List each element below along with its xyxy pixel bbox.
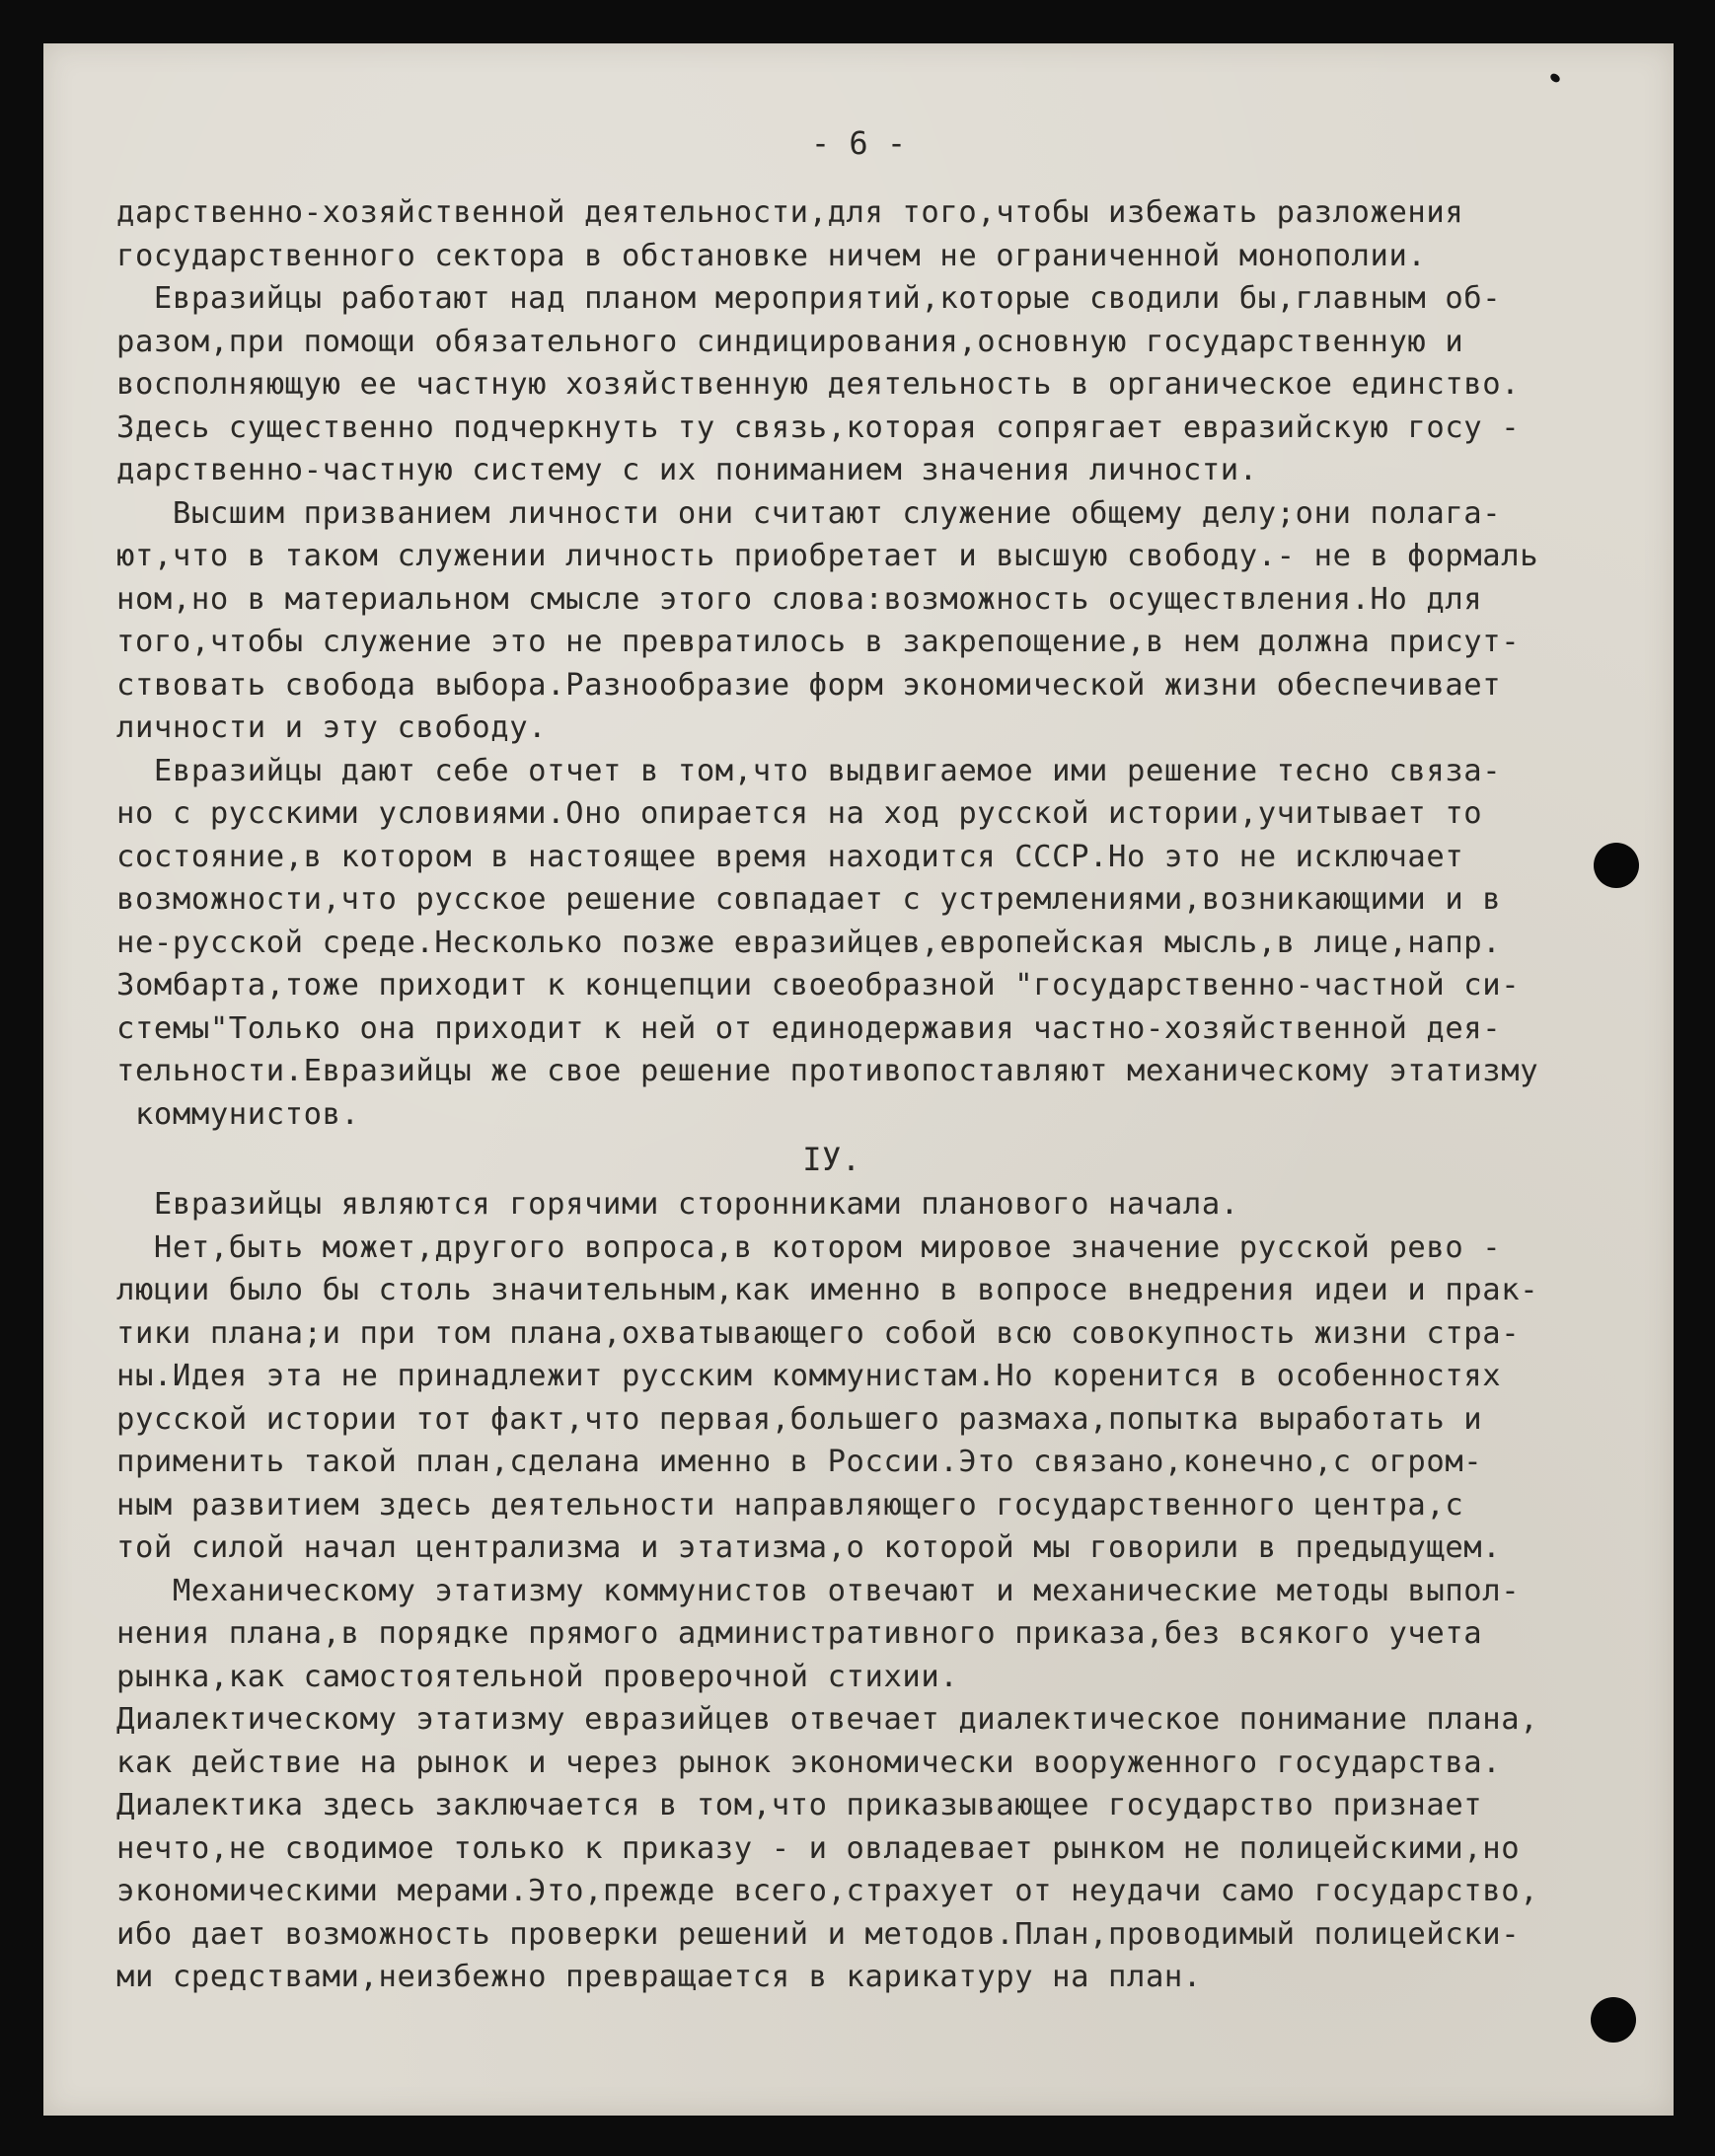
- text-line: русской истории тот факт,что первая,большего размаха,попытка выработать и: [116, 1401, 1483, 1437]
- text-line: но с русскими условиями.Оно опирается на ход русской истории,учитывает то: [116, 796, 1483, 831]
- text-line: Нет,быть может,другого вопроса,в котором мировое значение русской рево -: [116, 1229, 1502, 1265]
- text-line: восполняющую ее частную хозяйственную деятельность в органическое единство.: [116, 367, 1521, 402]
- text-line: Зомбарта,тоже приходит к концепции своеобразной "государственно-частной си-: [116, 968, 1521, 1003]
- text-line: ствовать свобода выбора.Разнообразие форм экономической жизни обеспечивает: [116, 667, 1502, 703]
- text-line: рынка,как самостоятельной проверочной стихии.: [116, 1659, 959, 1694]
- text-line: личности и эту свободу.: [116, 710, 548, 745]
- punch-hole: [1591, 1997, 1636, 2043]
- text-line: того,чтобы служение это не превратилось в закрепощение,в нем должна присут-: [116, 625, 1521, 659]
- text-line: стемы"Только она приходит к ней от единодержавия частно-хозяйственной дея-: [116, 1010, 1502, 1046]
- text-line: той силой начал централизма и этатизма,о которой мы говорили в предыдущем.: [116, 1530, 1502, 1565]
- text-line: состояние,в котором в настоящее время находится СССР.Но это не исключает: [116, 839, 1464, 874]
- text-line: ным развитием здесь деятельности направляющего государственного центра,с: [116, 1487, 1464, 1523]
- page-number: - 6 -: [810, 124, 907, 162]
- typewritten-page: [43, 43, 1674, 2116]
- text-line: ны.Идея эта не принадлежит русским коммунистам.Но коренится в особенностях: [116, 1359, 1502, 1393]
- text-line: возможности,что русское решение совпадает с устремлениями,возникающими и в: [116, 882, 1502, 917]
- text-line: дарственно-хозяйственной деятельности,для того,чтобы избежать разложения: [116, 195, 1464, 230]
- text-line: ют,что в таком служении личность приобретает и высшую свободу.- не в формаль: [116, 539, 1539, 573]
- text-line: Евразийцы являются горячими сторонниками планового начала.: [116, 1187, 1239, 1222]
- text-line: экономическими мерами.Это,прежде всего,страхует от неудачи само государство,: [116, 1874, 1539, 1908]
- text-line: ибо дает возможность проверки решений и методов.План,проводимый полицейски-: [116, 1916, 1521, 1952]
- text-line: нечто,не сводимое только к приказу - и овладевает рынком не полицейскими,но: [116, 1830, 1521, 1866]
- text-line: тельности.Евразийцы же свое решение противопоставляют механическому этатизму: [116, 1054, 1539, 1088]
- text-line: Здесь существенно подчеркнуть ту связь,которая сопрягает евразийскую госу -: [116, 409, 1521, 445]
- text-line: Евразийцы работают над планом мероприятий,которые сводили бы,главным об-: [116, 281, 1502, 316]
- text-line: как действие на рынок и через рынок экономически вооруженного государства.: [116, 1745, 1502, 1780]
- text-line: Диалектика здесь заключается в том,что приказывающее государство признает: [116, 1788, 1483, 1822]
- ink-speck: [1549, 72, 1561, 85]
- text-line: ном,но в материальном смысле этого слова:возможность осуществления.Но для: [116, 581, 1483, 617]
- punch-hole: [1594, 843, 1639, 888]
- text-line: Евразийцы дают себе отчет в том,что выдвигаемое ими решение тесно связа-: [116, 753, 1502, 788]
- text-line: дарственно-частную систему с их пониманием значения личности.: [116, 453, 1258, 487]
- text-line: Механическому этатизму коммунистов отвечают и механические методы выпол-: [116, 1573, 1521, 1608]
- text-line: ми средствами,неизбежно превращается в карикатуру на план.: [116, 1960, 1202, 1994]
- text-line: не-русской среде.Несколько позже евразийцев,европейская мысль,в лице,напр.: [116, 925, 1502, 960]
- body-text: [116, 191, 1666, 1999]
- text-line: Диалектическому этатизму евразийцев отвечает диалектическое понимание плана,: [116, 1702, 1539, 1737]
- text-line: коммунистов.: [116, 1096, 360, 1132]
- text-line: применить такой план,сделана именно в России.Это связано,конечно,с огром-: [116, 1445, 1483, 1479]
- text-line: люции было бы столь значительным,как именно в вопросе внедрения идеи и прак-: [116, 1273, 1539, 1307]
- section-heading: IУ.: [802, 1141, 861, 1178]
- text-line: нения плана,в порядке прямого административного приказа,без всякого учета: [116, 1616, 1483, 1651]
- text-line: разом,при помощи обязательного синдицирования,основную государственную и: [116, 324, 1464, 359]
- text-line: государственного сектора в обстановке ничем не ограниченной монополии.: [116, 238, 1427, 273]
- text-line: тики плана;и при том плана,охватывающего собой всю совокупность жизни стра-: [116, 1315, 1521, 1351]
- text-line: Высшим призванием личности они считают служение общему делу;они полага-: [116, 495, 1502, 531]
